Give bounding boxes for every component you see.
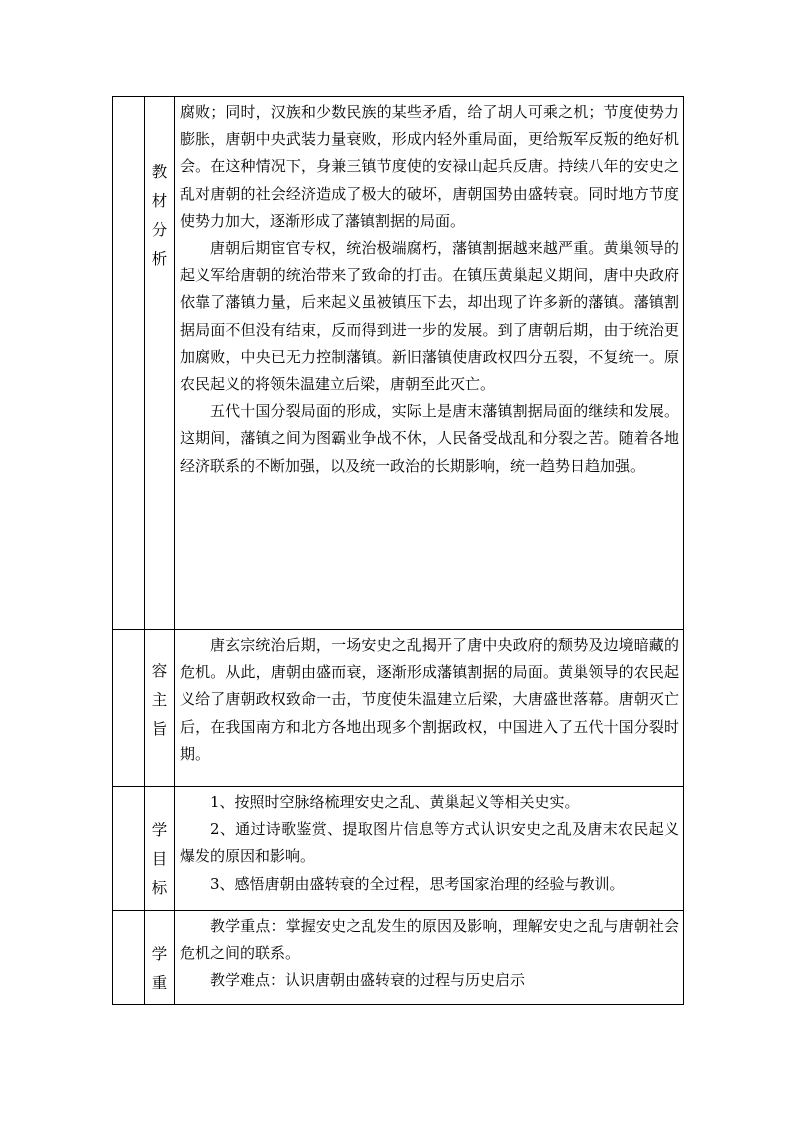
section-label-theme: 容 主 旨 <box>151 662 168 738</box>
content-cell-analysis <box>175 97 684 630</box>
outer-label-cell <box>113 911 145 1005</box>
paragraph: 教学难点：认识唐朝由盛转衰的过程与历史启示 <box>210 971 526 990</box>
section-label-cell <box>145 630 175 787</box>
content-cell-key-points <box>175 911 684 1005</box>
paragraph: 五代十国分裂局面的形成，实际上是唐末藩镇割据局面的继续和发展。这期间，藩镇之间为图霸业争战不休，人民备受战乱和分裂之苦。随着各地经济联系的不断加强，以及统一政治的长期影响，统一趋势日趋加强。 <box>180 402 679 475</box>
outer-label-cell <box>113 787 145 911</box>
section-label-objectives: 学 目 标 <box>151 821 168 897</box>
section-label-analysis: 教 材 分 析 <box>151 163 168 268</box>
content-cell-theme <box>175 630 684 787</box>
list-item: 1、按照时空脉络梳理安史之乱、黄巢起义等相关史实。 <box>210 793 580 811</box>
outer-label-cell <box>113 97 145 630</box>
table-row-theme <box>113 630 684 787</box>
table-row-objectives <box>113 787 684 911</box>
section-label-cell <box>145 787 175 911</box>
lesson-plan-table <box>112 96 684 1005</box>
table-row-analysis <box>113 97 684 630</box>
section-label-cell <box>145 911 175 1005</box>
paragraph: 教学重点：掌握安史之乱发生的原因及影响，理解安史之乱与唐朝社会危机之间的联系。 <box>180 917 679 963</box>
table-row-key-points <box>113 911 684 1005</box>
paragraph: 腐败；同时，汉族和少数民族的某些矛盾，给了胡人可乘之机；节度使势力膨胀，唐朝中央武装力量衰败，形成内轻外重局面，更给叛军反叛的绝好机会。在这种情况下，身兼三镇节度使的安禄山起兵反唐。持续八年的安史之乱对唐朝的社会经济造成了极大的破坏，唐朝国势由盛转衰。同时地方节度使势力加大，逐渐形成了藩镇割据的局面。 <box>180 103 679 230</box>
section-label-key-points: 学 重 <box>151 945 168 992</box>
list-item: 2、通过诗歌鉴赏、提取图片信息等方式认识安史之乱及唐末农民起义爆发的原因和影响。 <box>180 820 679 866</box>
paragraph: 唐玄宗统治后期，一场安史之乱揭开了唐中央政府的颓势及边境暗藏的危机。从此，唐朝由盛而衰，逐渐形成藩镇割据的局面。黄巢领导的农民起义给了唐朝政权致命一击，节度使朱温建立后梁，大唐盛世落幕。唐朝灭亡后，在我国南方和北方各地出现多个割据政权，中国进入了五代十国分裂时期。 <box>180 636 679 763</box>
list-item: 3、感悟唐朝由盛转衰的全过程，思考国家治理的经验与教训。 <box>210 874 625 893</box>
section-label-cell <box>145 97 175 630</box>
outer-label-cell <box>113 630 145 787</box>
paragraph: 唐朝后期宦官专权，统治极端腐朽，藩镇割据越来越严重。黄巢领导的起义军给唐朝的统治带来了致命的打击。在镇压黄巢起义期间，唐中央政府依靠了藩镇力量，后来起义虽被镇压下去，却出现了许多新的藩镇。藩镇割据局面不但没有结束，反而得到进一步的发展。到了唐朝后期，由于统治更加腐败，中央已无力控制藩镇。新旧藩镇使唐政权四分五裂，不复统一。原农民起义的将领朱温建立后梁，唐朝至此灭亡。 <box>180 239 679 394</box>
content-cell-objectives <box>175 787 684 911</box>
